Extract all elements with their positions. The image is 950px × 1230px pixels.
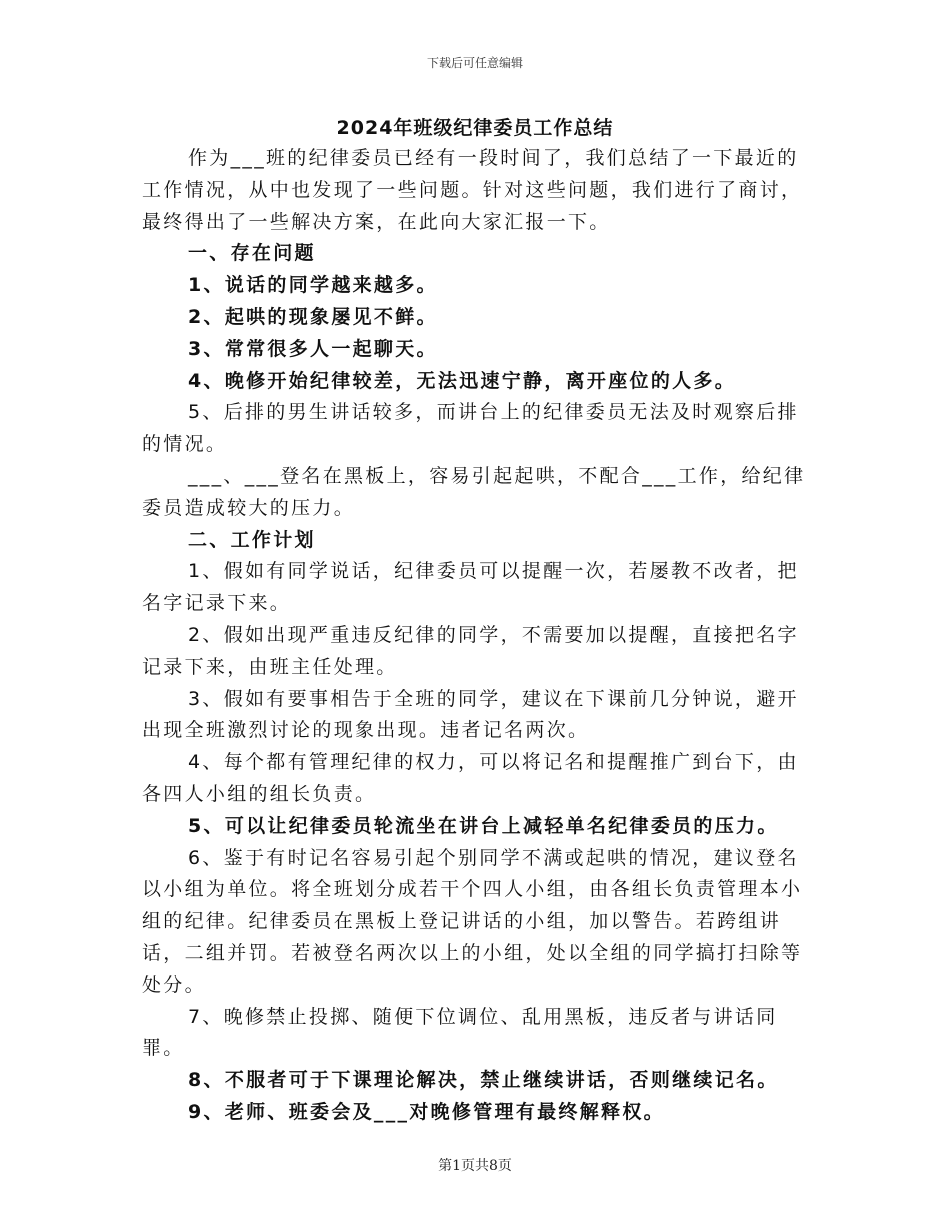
problem-item-6: ___、___登名在黑板上，容易引起起哄，不配合___工作，给纪律委员造成较大的压力。 <box>142 464 806 519</box>
document-title: 2024年班级纪律委员工作总结 <box>336 117 614 139</box>
problem-item-1: 1、说话的同学越来越多。 <box>188 274 438 297</box>
problem-item-4: 4、晚修开始纪律较差，无法迅速宁静，离开座位的人多。 <box>188 369 737 392</box>
plan-item-4: 4、每个都有管理纪律的权力，可以将记名和提醒推广到台下，由各四人小组的组长负责。 <box>142 751 799 805</box>
problem-item-2: 2、起哄的现象屡见不鲜。 <box>188 305 438 328</box>
plan-item-9: 9、老师、班委会及___对晚修管理有最终解释权。 <box>188 1100 665 1123</box>
plan-item-8: 8、不服者可于下课理论解决，禁止继续讲话，否则继续记名。 <box>188 1069 779 1092</box>
plan-item-3: 3、假如有要事相告于全班的同学，建议在下课前几分钟说，避开出现全班激烈讨论的现象出现。违者记名两次。 <box>142 687 799 742</box>
plan-item-7: 7、晚修禁止投掷、随便下位调位、乱用黑板，违反者与讲话同罪。 <box>142 1005 778 1060</box>
plan-item-2: 2、假如出现严重违反纪律的同学，不需要加以提醒，直接把名字记录下来，由班主任处理。 <box>142 623 799 678</box>
plan-item-6: 6、鉴于有时记名容易引起个别同学不满或起哄的情况，建议登名以小组为单位。将全班划分成若干个四人小组，由各组长负责管理本小组的纪律。纪律委员在黑板上登记讲话的小组，加以警告。若跨组讲话，二组并罚。若被登名两次以上的小组，处以全组的同学搞打扫除等处分。 <box>142 846 803 996</box>
section-heading-plan: 二、工作计划 <box>188 528 316 551</box>
section-heading-problems: 一、存在问题 <box>188 242 316 265</box>
intro-paragraph: 作为___班的纪律委员已经有一段时间了，我们总结了一下最近的工作情况，从中也发现了一些问题。针对这些问题，我们进行了商讨，最终得出了一些解决方案，在此向大家汇报一下。 <box>142 147 803 233</box>
problem-item-3: 3、常常很多人一起聊天。 <box>188 337 438 360</box>
plan-item-1: 1、假如有同学说话，纪律委员可以提醒一次，若屡教不改者，把名字记录下来。 <box>142 560 799 615</box>
header-note: 下载后可任意编辑 <box>426 56 523 70</box>
page-number: 第1页共8页 <box>438 1158 512 1174</box>
document-body <box>142 143 814 1129</box>
plan-item-5: 5、可以让纪律委员轮流坐在讲台上减轻单名纪律委员的压力。 <box>188 814 779 837</box>
problem-item-5: 5、后排的男生讲话较多，而讲台上的纪律委员无法及时观察后排的情况。 <box>142 401 799 456</box>
